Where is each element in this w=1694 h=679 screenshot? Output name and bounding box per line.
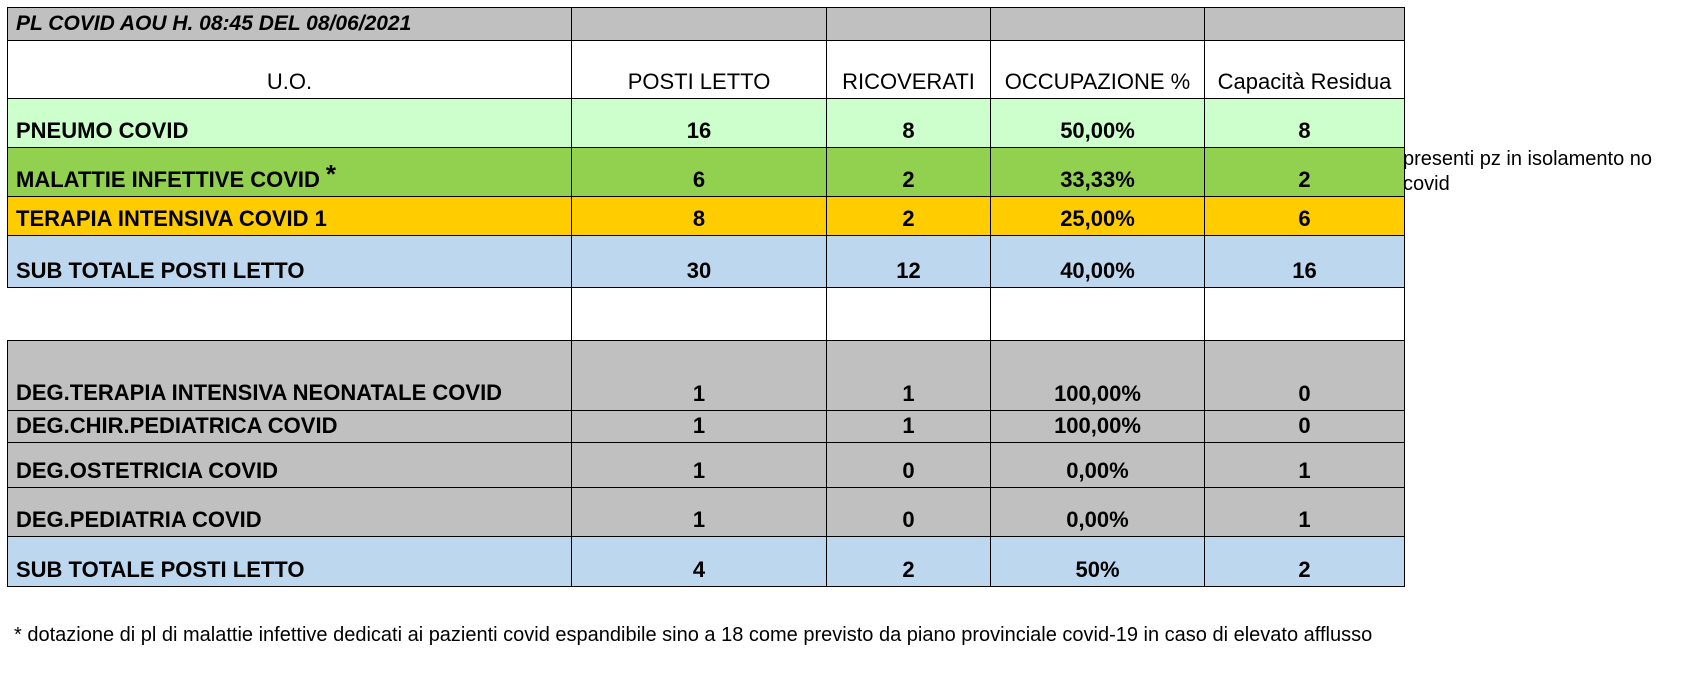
row-ricoverati: 2 <box>827 197 991 236</box>
row-uo: PNEUMO COVID <box>8 99 572 148</box>
row-capacita-residua: 0 <box>1205 411 1405 443</box>
row-capacita-residua: 0 <box>1205 341 1405 411</box>
row-capacita-residua: 2 <box>1205 148 1405 197</box>
table-row <box>8 236 1405 288</box>
row-uo: DEG.CHIR.PEDIATRICA COVID <box>8 411 572 443</box>
row-capacita-residua: 1 <box>1205 443 1405 488</box>
row-posti-letto: 1 <box>572 341 827 411</box>
table-row <box>8 148 1405 197</box>
row-ricoverati: 0 <box>827 488 991 537</box>
title-row <box>8 8 1405 41</box>
row-ricoverati: 8 <box>827 99 991 148</box>
row-uo: SUB TOTALE POSTI LETTO <box>8 236 572 288</box>
table-row <box>8 488 1405 537</box>
table-row <box>8 99 1405 148</box>
row-occupazione: 33,33% <box>991 148 1205 197</box>
row-occupazione: 50% <box>991 537 1205 587</box>
header-uo: U.O. <box>8 41 572 99</box>
covid-beds-table <box>7 7 1405 587</box>
row-capacita-residua: 1 <box>1205 488 1405 537</box>
footnote-marker: * <box>325 159 337 189</box>
header-posti-letto: POSTI LETTO <box>572 41 827 99</box>
row-posti-letto: 4 <box>572 537 827 587</box>
row-posti-letto: 1 <box>572 411 827 443</box>
row-occupazione: 50,00% <box>991 99 1205 148</box>
header-ricoverati: RICOVERATI <box>827 41 991 99</box>
row-ricoverati: 2 <box>827 537 991 587</box>
row-capacita-residua: 8 <box>1205 99 1405 148</box>
header-capacita-residua: Capacità Residua <box>1205 41 1405 99</box>
row-uo: SUB TOTALE POSTI LETTO <box>8 537 572 587</box>
side-note: presenti pz in isolamento no covid <box>1403 148 1653 195</box>
row-uo: DEG.OSTETRICIA COVID <box>8 443 572 488</box>
header-row <box>8 41 1405 99</box>
row-posti-letto: 8 <box>572 197 827 236</box>
row-uo: MALATTIE INFETTIVE COVID * <box>8 148 572 197</box>
row-occupazione: 100,00% <box>991 341 1205 411</box>
row-occupazione: 0,00% <box>991 443 1205 488</box>
table-title: PL COVID AOU H. 08:45 DEL 08/06/2021 <box>8 8 572 41</box>
row-ricoverati: 1 <box>827 411 991 443</box>
table-row <box>8 443 1405 488</box>
row-posti-letto: 16 <box>572 99 827 148</box>
row-posti-letto: 1 <box>572 443 827 488</box>
table-row <box>8 537 1405 587</box>
footnote: * dotazione di pl di malattie infettive dedicati ai pazienti covid espandibile sino a 18 come previsto da piano provinciale covid-19 in caso di elevato afflusso <box>14 624 1373 646</box>
row-capacita-residua: 6 <box>1205 197 1405 236</box>
row-occupazione: 0,00% <box>991 488 1205 537</box>
header-occupazione: OCCUPAZIONE % <box>991 41 1205 99</box>
table-row <box>8 411 1405 443</box>
row-occupazione: 25,00% <box>991 197 1205 236</box>
row-capacita-residua: 2 <box>1205 537 1405 587</box>
table-row <box>8 197 1405 236</box>
row-uo: DEG.TERAPIA INTENSIVA NEONATALE COVID <box>8 341 572 411</box>
row-occupazione: 100,00% <box>991 411 1205 443</box>
row-uo: TERAPIA INTENSIVA COVID 1 <box>8 197 572 236</box>
row-posti-letto: 6 <box>572 148 827 197</box>
row-ricoverati: 2 <box>827 148 991 197</box>
row-ricoverati: 1 <box>827 341 991 411</box>
row-occupazione: 40,00% <box>991 236 1205 288</box>
row-ricoverati: 0 <box>827 443 991 488</box>
spacer-row <box>8 288 1405 341</box>
table-row <box>8 341 1405 411</box>
row-capacita-residua: 16 <box>1205 236 1405 288</box>
row-ricoverati: 12 <box>827 236 991 288</box>
row-uo: DEG.PEDIATRIA COVID <box>8 488 572 537</box>
row-posti-letto: 1 <box>572 488 827 537</box>
row-posti-letto: 30 <box>572 236 827 288</box>
